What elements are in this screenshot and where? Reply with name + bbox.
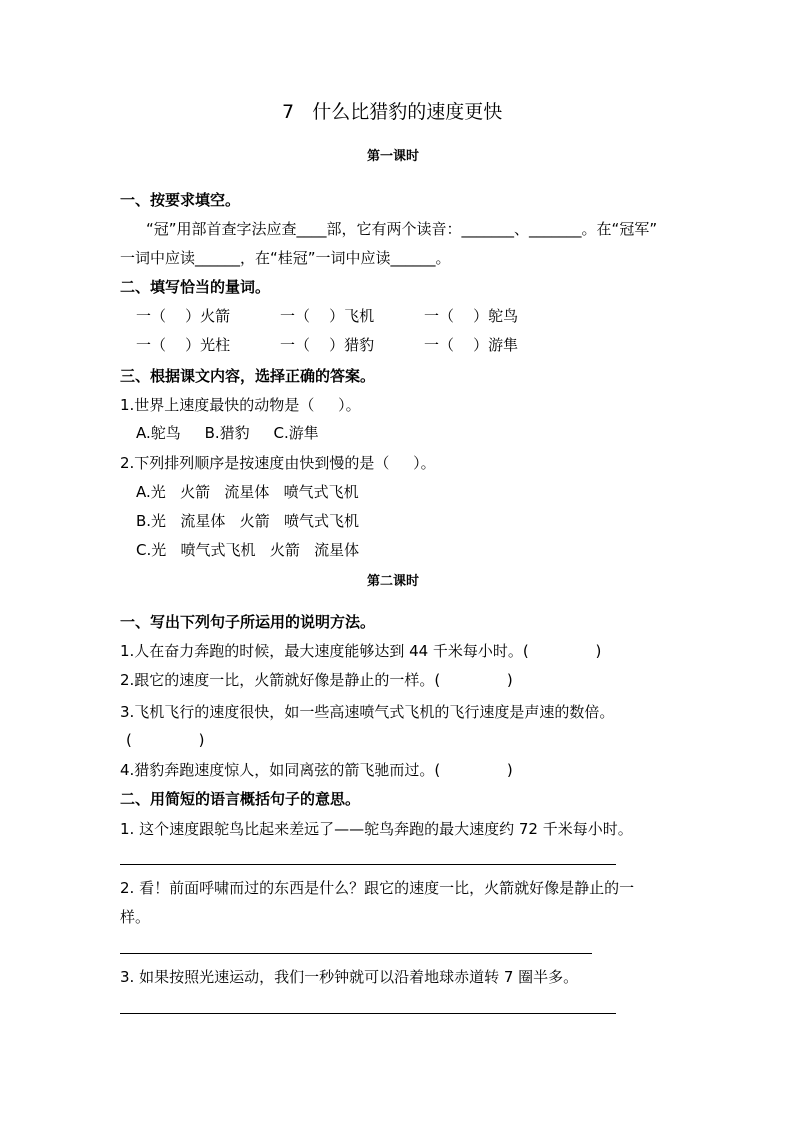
lesson1-s1-heading: 一、按要求填空。 xyxy=(120,191,241,209)
lesson1-s1-line1: “冠”用部首查字法应查____部，它有两个读音：_______、_______。在“冠军” xyxy=(146,220,658,238)
lesson1-s1-line2: 一词中应读______，在“桂冠”一词中应读______。 xyxy=(120,249,451,267)
lesson1-s2-heading: 二、填写恰当的量词。 xyxy=(120,278,271,296)
lesson2-s1-heading: 一、写出下列句子所运用的说明方法。 xyxy=(120,613,376,631)
measure-word-item: 一（ ）飞机 xyxy=(280,307,375,325)
answer-line[interactable] xyxy=(120,953,592,954)
summary-question-1: 1. 这个速度跟鸵鸟比起来差远了——鸵鸟奔跑的最大速度约 72 千米每小时。 xyxy=(120,820,633,838)
lesson1-heading: 第一课时 xyxy=(367,149,420,164)
summary-question-2-line2: 样。 xyxy=(120,908,151,926)
measure-word-item: 一（ ）鸵鸟 xyxy=(424,307,519,325)
method-question-3-paren: ( ) xyxy=(126,731,205,749)
measure-word-item: 一（ ）火箭 xyxy=(136,307,231,325)
choice-question-2: 2.下列排列顺序是按速度由快到慢的是（ ）。 xyxy=(120,454,436,472)
choice-option-b: B.光 流星体 火箭 喷气式飞机 xyxy=(136,512,359,530)
summary-question-2-line1: 2. 看！前面呼啸而过的东西是什么？跟它的速度一比，火箭就好像是静止的一 xyxy=(120,879,635,897)
page-title: 7 什么比猎豹的速度更快 xyxy=(282,101,503,123)
method-question-2: 2.跟它的速度一比，火箭就好像是静止的一样。( ) xyxy=(120,671,513,689)
summary-question-3: 3. 如果按照光速运动，我们一秒钟就可以沿着地球赤道转 7 圈半多。 xyxy=(120,968,579,986)
lesson2-s2-heading: 二、用简短的语言概括句子的意思。 xyxy=(120,790,361,808)
choice-question-1: 1.世界上速度最快的动物是（ ）。 xyxy=(120,396,361,414)
choice-option-a: A.光 火箭 流星体 喷气式飞机 xyxy=(136,483,359,501)
measure-word-item: 一（ ）游隼 xyxy=(424,336,519,354)
measure-word-item: 一（ ）光柱 xyxy=(136,336,231,354)
lesson1-s3-heading: 三、根据课文内容，选择正确的答案。 xyxy=(120,367,376,385)
method-question-3: 3.飞机飞行的速度很快，如一些高速喷气式飞机的飞行速度是声速的数倍。 xyxy=(120,703,615,721)
choice-options-1: A.鸵鸟 B.猎豹 C.游隼 xyxy=(136,424,319,442)
method-question-4: 4.猎豹奔跑速度惊人，如同离弦的箭飞驰而过。( ) xyxy=(120,761,513,779)
method-question-1: 1.人在奋力奔跑的时候，最大速度能够达到 44 千米每小时。( ) xyxy=(120,642,602,660)
answer-line[interactable] xyxy=(120,864,616,865)
measure-word-item: 一（ ）猎豹 xyxy=(280,336,375,354)
choice-option-c: C.光 喷气式飞机 火箭 流星体 xyxy=(136,541,360,559)
lesson2-heading: 第二课时 xyxy=(367,574,420,589)
answer-line[interactable] xyxy=(120,1013,616,1014)
